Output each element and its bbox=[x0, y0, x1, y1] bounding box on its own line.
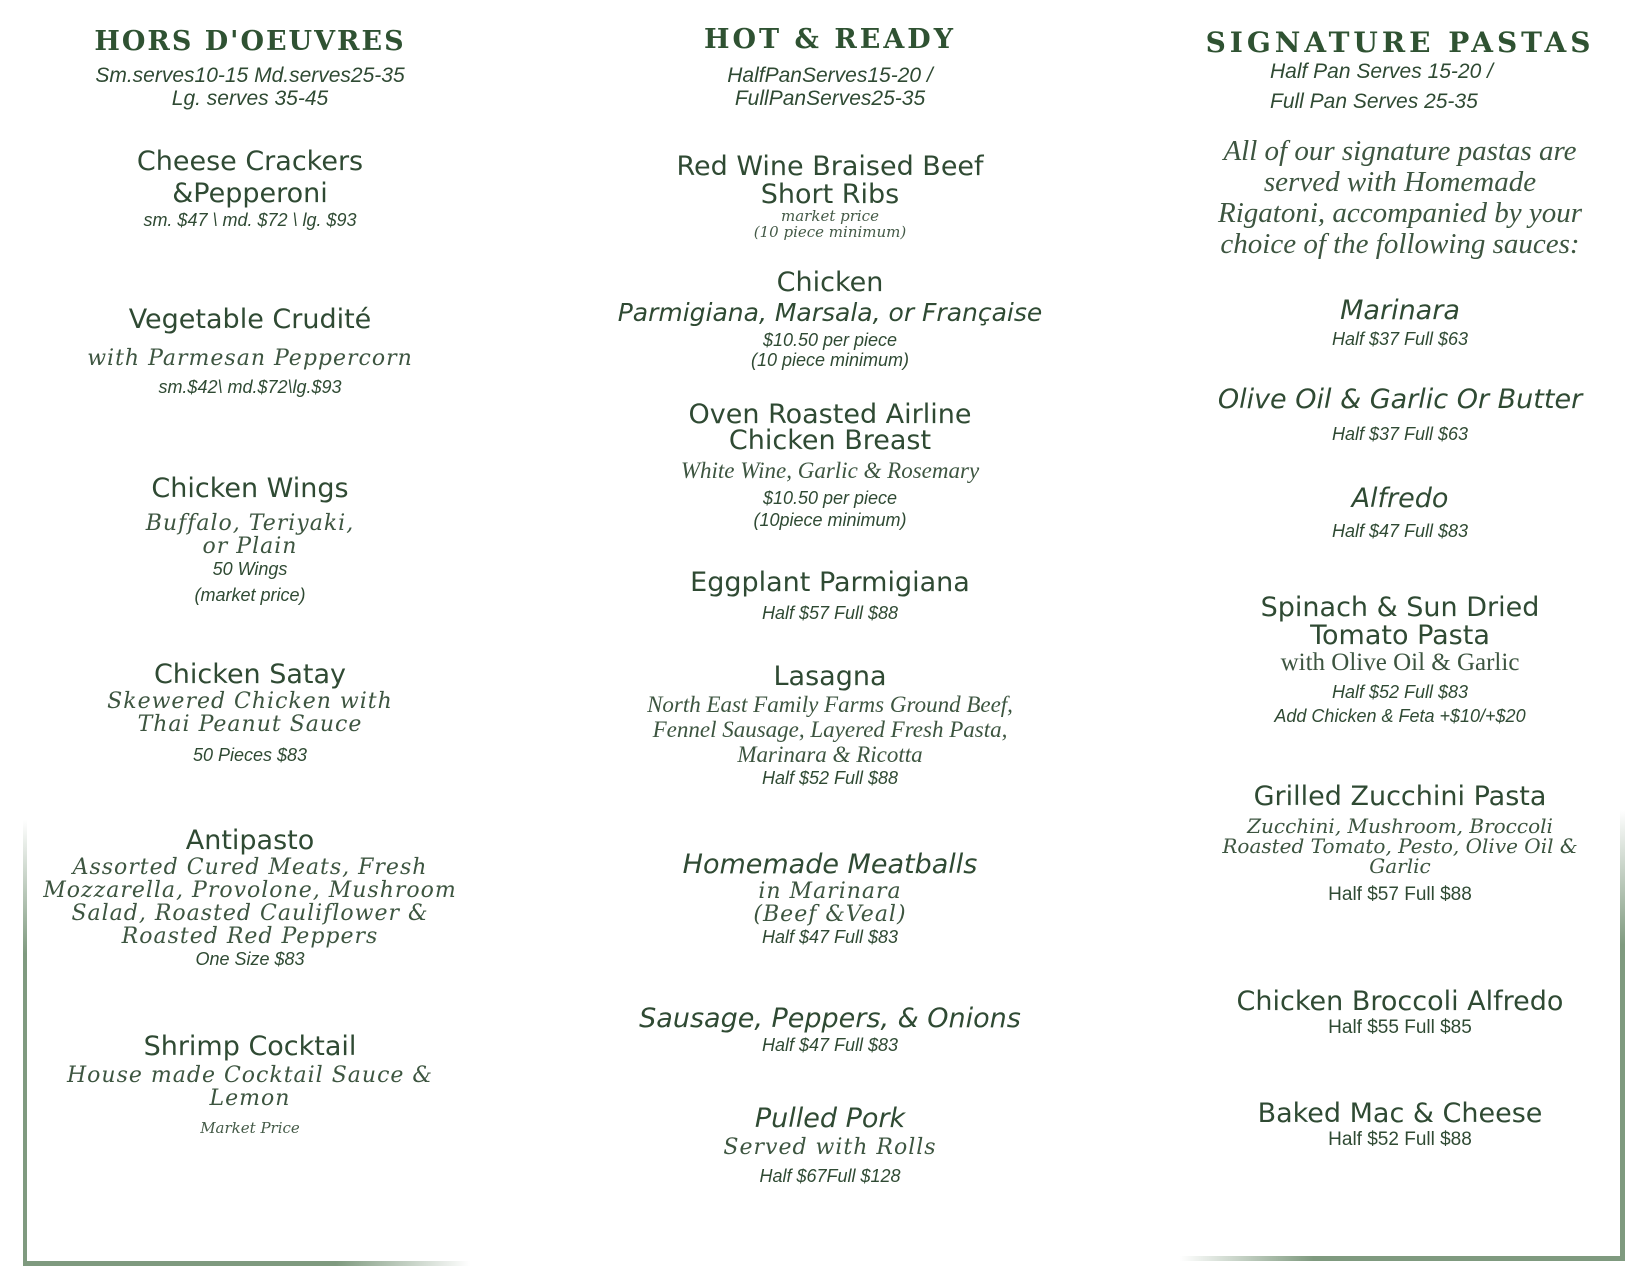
item-name: Sausage, Peppers, & Onions bbox=[639, 1003, 1021, 1034]
item-subtitle: Parmigiana, Marsala, or Française bbox=[617, 298, 1043, 327]
item-description: Roasted Red Peppers bbox=[121, 924, 379, 949]
item-name: &Pepperoni bbox=[172, 178, 328, 209]
item-price: (10piece minimum) bbox=[753, 510, 907, 530]
item-description: House made Cocktail Sauce & Lemon bbox=[66, 1063, 433, 1111]
item-name: Oven Roasted Airline bbox=[688, 399, 972, 430]
item-name: Shrimp Cocktail bbox=[143, 1031, 357, 1062]
item-price: sm.$42\ md.$72\lg.$93 bbox=[158, 377, 342, 397]
signature-pastas-column bbox=[1180, 0, 1620, 1275]
item-price: sm. $47 \ md. $72 \ lg. $93 bbox=[143, 210, 357, 230]
menu-item bbox=[1180, 594, 1620, 727]
item-note: market price bbox=[781, 207, 879, 225]
menu-item bbox=[1180, 987, 1620, 1039]
item-note: (10 piece minimum) bbox=[753, 223, 907, 241]
menu-item bbox=[30, 826, 470, 970]
item-price: (10 piece minimum) bbox=[750, 350, 910, 370]
menu-item bbox=[610, 152, 1050, 240]
item-name: Red Wine Braised Beef bbox=[676, 151, 984, 182]
item-price: Half $47 Full $83 bbox=[761, 1035, 899, 1055]
serving-info-line1: HalfPanServes15-20 / bbox=[727, 64, 933, 87]
intro-text: All of our signature pastas are bbox=[1223, 135, 1577, 167]
item-name: Short Ribs bbox=[760, 179, 900, 210]
item-price: 50 Wings bbox=[212, 559, 288, 579]
item-price: Half $47 Full $83 bbox=[1331, 521, 1469, 541]
section-title: SIGNATURE PASTAS bbox=[1205, 26, 1595, 59]
item-description: or Plain bbox=[202, 534, 298, 559]
item-description: (Beef &Veal) bbox=[753, 902, 907, 927]
menu-item bbox=[610, 268, 1050, 370]
serving-info-line2: FullPanServes25-35 bbox=[734, 87, 926, 110]
item-name: Chicken Broccoli Alfredo bbox=[1236, 986, 1564, 1017]
item-name: Chicken bbox=[776, 267, 884, 298]
menu-item bbox=[610, 399, 1050, 531]
item-name: Alfredo bbox=[1351, 483, 1449, 514]
item-name: Marinara bbox=[1340, 295, 1460, 326]
menu-item bbox=[1180, 385, 1620, 445]
left-frame-line bbox=[23, 820, 27, 1265]
serving-info-line1: Sm.serves10-15 Md.serves25-35 bbox=[95, 64, 405, 87]
menu-item bbox=[610, 1104, 1050, 1187]
item-description: Garlic bbox=[1369, 854, 1431, 878]
item-description: Skewered Chicken with bbox=[107, 689, 393, 714]
serving-info-line2: Full Pan Serves 25-35 bbox=[1270, 90, 1478, 113]
item-name: Cheese Crackers bbox=[136, 146, 364, 177]
intro-text: Rigatoni, accompanied by your bbox=[1217, 197, 1583, 229]
item-description: White Wine, Garlic & Rosemary bbox=[680, 458, 980, 483]
item-name: Olive Oil & Garlic Or Butter bbox=[1217, 384, 1583, 415]
item-description: Served with Rolls bbox=[723, 1135, 937, 1160]
item-description: Zucchini, Mushroom, Broccoli bbox=[1247, 814, 1553, 838]
item-subtitle: with Olive Oil & Garlic bbox=[1280, 649, 1520, 676]
item-price: Half $67Full $128 bbox=[759, 1166, 901, 1186]
item-description: Marinara & Ricotta bbox=[737, 742, 923, 767]
hot-ready-column bbox=[610, 0, 1050, 1275]
menu-item bbox=[30, 147, 470, 231]
item-price: (market price) bbox=[194, 585, 306, 605]
item-name: Chicken Satay bbox=[153, 659, 347, 690]
intro-text: choice of the following sauces: bbox=[1220, 228, 1580, 260]
item-description: Buffalo, Teriyaki, bbox=[145, 511, 355, 536]
item-price: Half $57 Full $88 bbox=[1328, 884, 1472, 905]
item-description: Fennel Sausage, Layered Fresh Pasta, bbox=[652, 717, 1008, 742]
item-description: North East Family Farms Ground Beef, bbox=[647, 692, 1013, 717]
menu-item bbox=[30, 474, 470, 606]
item-price: Half $37 Full $63 bbox=[1331, 329, 1469, 349]
intro-text: served with Homemade bbox=[1263, 166, 1537, 198]
item-name: Lasagna bbox=[773, 661, 887, 692]
item-price: Half $55 Full $85 bbox=[1328, 1017, 1472, 1038]
section-title: HOT & READY bbox=[704, 24, 956, 55]
item-description: Roasted Tomato, Pesto, Olive Oil & bbox=[1222, 834, 1578, 858]
menu-item bbox=[1180, 782, 1620, 906]
item-name: Antipasto bbox=[185, 825, 315, 856]
menu-item bbox=[610, 850, 1050, 948]
menu-item bbox=[610, 568, 1050, 624]
menu-item bbox=[1180, 296, 1620, 350]
item-price: Half $37 Full $63 bbox=[1331, 424, 1469, 444]
item-name: Chicken Wings bbox=[151, 473, 349, 504]
item-name: Vegetable Crudité bbox=[128, 304, 372, 335]
menu-item bbox=[1180, 1099, 1620, 1151]
menu-item bbox=[610, 662, 1050, 789]
menu-item bbox=[1180, 484, 1620, 542]
hors-doeuvres-column bbox=[30, 0, 470, 1275]
item-name: Pulled Pork bbox=[754, 1103, 906, 1134]
menu-item bbox=[30, 305, 470, 398]
item-name: Grilled Zucchini Pasta bbox=[1253, 781, 1547, 812]
item-price: Half $52 Full $88 bbox=[761, 768, 899, 788]
item-name: Tomato Pasta bbox=[1310, 620, 1490, 651]
serving-info-line2: Lg. serves 35-45 bbox=[171, 87, 329, 110]
menu-item bbox=[30, 1032, 470, 1136]
item-price: Half $47 Full $83 bbox=[761, 927, 899, 947]
item-name: Eggplant Parmigiana bbox=[690, 567, 970, 598]
item-price: $10.50 per piece bbox=[762, 330, 898, 350]
item-price: Market Price bbox=[200, 1119, 300, 1137]
item-name: Homemade Meatballs bbox=[682, 849, 978, 880]
item-description: Thai Peanut Sauce bbox=[137, 712, 363, 737]
item-description: with Parmesan Peppercorn bbox=[87, 346, 413, 371]
item-name: Baked Mac & Cheese bbox=[1257, 1098, 1543, 1129]
item-description: Assorted Cured Meats, Fresh bbox=[72, 855, 428, 880]
menu-item bbox=[610, 1004, 1050, 1056]
serving-info-line1: Half Pan Serves 15-20 / bbox=[1270, 60, 1493, 83]
item-description: in Marinara bbox=[758, 879, 902, 904]
item-price: Half $52 Full $83 bbox=[1331, 682, 1469, 702]
item-price: Half $57 Full $88 bbox=[761, 603, 899, 623]
item-price: One Size $83 bbox=[195, 949, 305, 969]
menu-item bbox=[30, 660, 470, 766]
item-price: $10.50 per piece bbox=[762, 488, 898, 508]
item-name: Spinach & Sun Dried bbox=[1260, 592, 1540, 623]
item-addon: Add Chicken & Feta +$10/+$20 bbox=[1274, 706, 1526, 726]
right-frame-line bbox=[1620, 810, 1625, 1260]
item-description: Salad, Roasted Cauliflower & bbox=[71, 901, 429, 926]
item-description: Mozzarella, Provolone, Mushroom bbox=[43, 878, 457, 903]
item-price: 50 Pieces $83 bbox=[192, 745, 308, 765]
section-title: HORS D'OEUVRES bbox=[94, 26, 406, 57]
item-price: Half $52 Full $88 bbox=[1328, 1129, 1472, 1150]
item-name: Chicken Breast bbox=[728, 425, 932, 456]
